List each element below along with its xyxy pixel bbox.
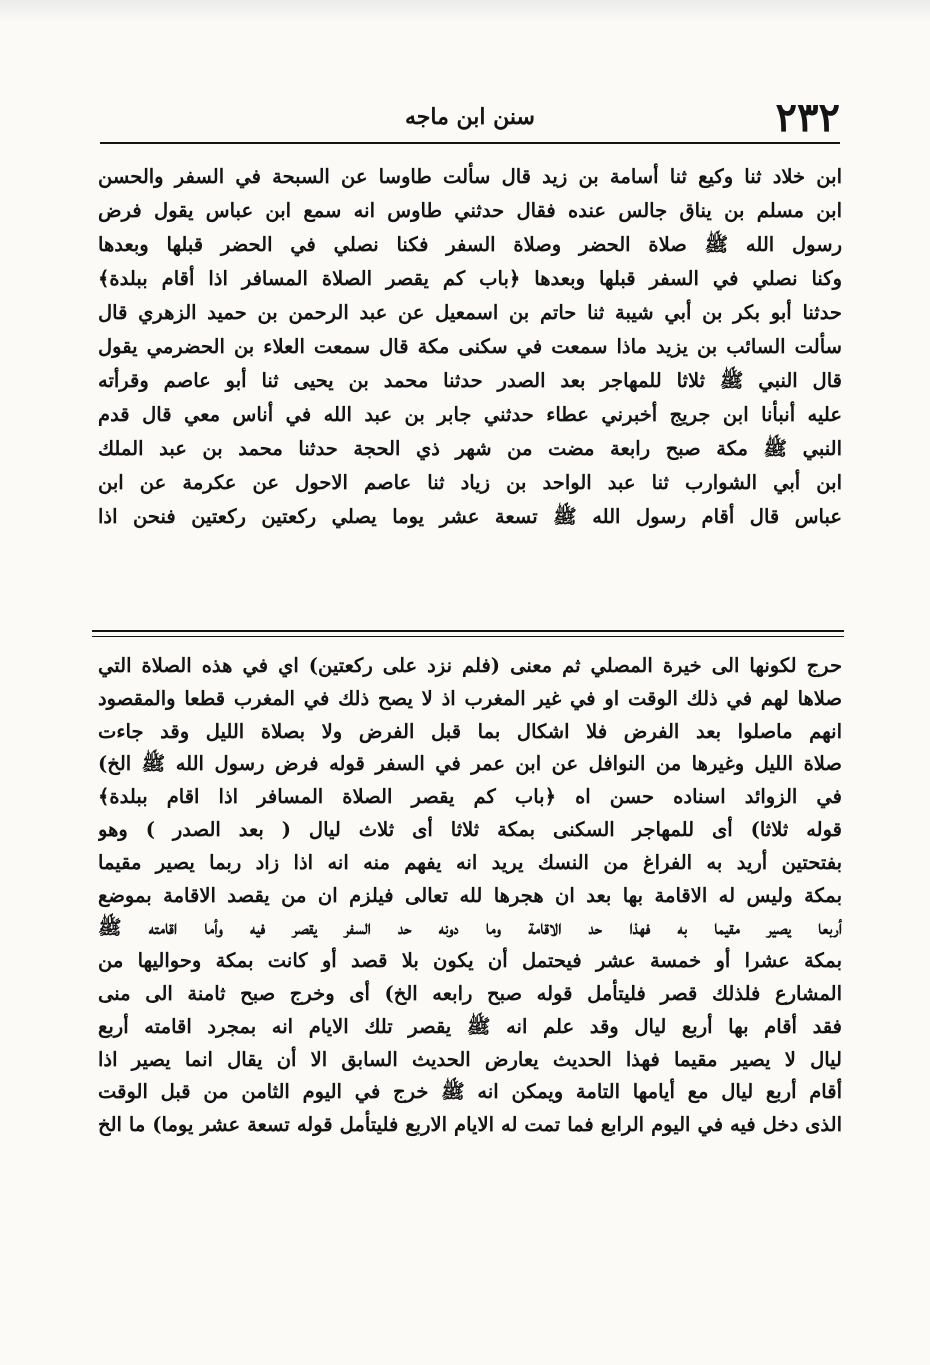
commentary-line: أقام أربع ليال مع أيامها التامة ويمكن انه ﷺ خرج في اليوم الثامن من قبل الوقت <box>98 1080 842 1104</box>
commentary-line: الذى دخل فيه في اليوم الرابع فما تمت له الايام الاربع فليتأمل قوله تسعة عشر يوما) ما الخ <box>98 1113 842 1137</box>
text-line: قال النبي ﷺ ثلاثا للمهاجر بعد الصدر حدثنا محمد بن يحيى ثنا أبو عاصم وقرأته <box>98 369 842 392</box>
header-divider <box>100 142 840 144</box>
commentary-line: فقد أقام بها أربع ليال وقد علم انه ﷺ يقصر تلك الايام انه بمجرد اقامته أربع <box>98 1014 842 1038</box>
text-line: سألت السائب بن يزيد ماذا سمعت في سكنى مكة قال سمعت العلاء بن الحضرمي يقول <box>98 335 842 358</box>
scan-edge <box>0 0 930 22</box>
commentary-line: بمكة وليس له الاقامة بها بعد ان هجرها لله تعالى فيلزم ان من يقصد الاقامة بموضع <box>98 883 842 907</box>
text-line: ابن مسلم بن يناق جالس عنده فقال حدثني طاوس انه سمع ابن عباس يقول فرض <box>98 199 842 222</box>
commentary-line: صلاها لهم في ذلك الوقت او في غير المغرب اذ لا يصح ذلك في المغرب قطعا والمقصود <box>98 686 842 710</box>
footnote-divider <box>92 630 844 637</box>
commentary-line: ليال لا يصير مقيما فهذا الحديث يعارض الحديث السابق الا أن يقال انما يصير اذا <box>98 1047 842 1071</box>
commentary-line: المشارع فلذلك قصر فليتأمل قوله صبح رابعه الخ) أى وخرج صبح ثامنة الى منى <box>98 981 842 1005</box>
text-line: عباس قال أقام رسول الله ﷺ تسعة عشر يوما يصلي ركعتين ركعتين فنحن اذا <box>98 505 842 528</box>
commentary-line: صلاة الليل وغيرها من النوافل عن ابن عمر في السفر قوله فرض رسول الله ﷺ الخ) <box>98 752 842 776</box>
text-line: ابن أبي الشوارب ثنا عبد الواحد بن زياد ثنا عاصم الاحول عن عكرمة عن ابن <box>98 471 842 494</box>
commentary-text <box>98 650 842 1142</box>
text-line: النبي ﷺ مكة صبح رابعة مضت من شهر ذي الحجة حدثنا محمد بن عبد الملك <box>98 437 842 460</box>
commentary-line: حرج لكونها الى خيرة المصلي ثم معنى (فلم نزد على ركعتين) اي في هذه الصلاة التي <box>98 654 842 677</box>
commentary-line: بفتحتين أريد به الفراغ من النسك يريد انه يفهم منه انه اذا زاد ربما يصير مقيما <box>98 850 842 874</box>
chapter-heading-line: في الزوائد اسناده حسن اه ﴿باب كم يقصر الصلاة المسافر اذا اقام ببلدة﴾ <box>98 785 842 809</box>
text-line: رسول الله ﷺ صلاة الحضر وصلاة السفر فكنا نصلي في الحضر قبلها وبعدها <box>98 233 842 256</box>
commentary-line: انهم ماصلوا بعد الفرض فلا اشكال بما قبل الفرض ولا بصلاة الليل وقد جاءت <box>98 719 842 743</box>
hadith-text <box>98 160 842 534</box>
commentary-line: أربعا يصير مقيما به فهذا حد الاقامة وما دونه حد السفر يقصر فيه وأما اقامته ﷺ <box>98 916 842 940</box>
text-line: حدثنا أبو بكر بن أبي شيبة ثنا حاتم بن اسمعيل عن عبد الرحمن بن حميد الزهري قال <box>98 301 842 324</box>
commentary-line: بمكة عشرا أو خمسة عشر فيحتمل أن يكون بلا قصد أو كانت بمكة وحواليها من <box>98 949 842 973</box>
page-header <box>100 94 840 141</box>
commentary-line: قوله ثلاثا) أى للمهاجر السكنى بمكة ثلاثا أى ثلاث ليال ( بعد الصدر ) وهو <box>98 817 842 841</box>
book-title: سنن ابن ماجه <box>404 104 535 130</box>
page-number: ٢٣٢ <box>775 94 840 141</box>
text-line: عليه أنبأنا ابن جريج أخبرني عطاء حدثني جابر بن عبد الله في أناس معي قال قدم <box>98 403 842 426</box>
text-line: ابن خلاد ثنا وكيع ثنا أسامة بن زيد قال سألت طاوسا عن السبحة في السفر والحسن <box>98 165 842 188</box>
chapter-heading-line: وكنا نصلي في السفر قبلها وبعدها ﴿باب كم يقصر الصلاة المسافر اذا أقام ببلدة﴾ <box>98 267 842 290</box>
